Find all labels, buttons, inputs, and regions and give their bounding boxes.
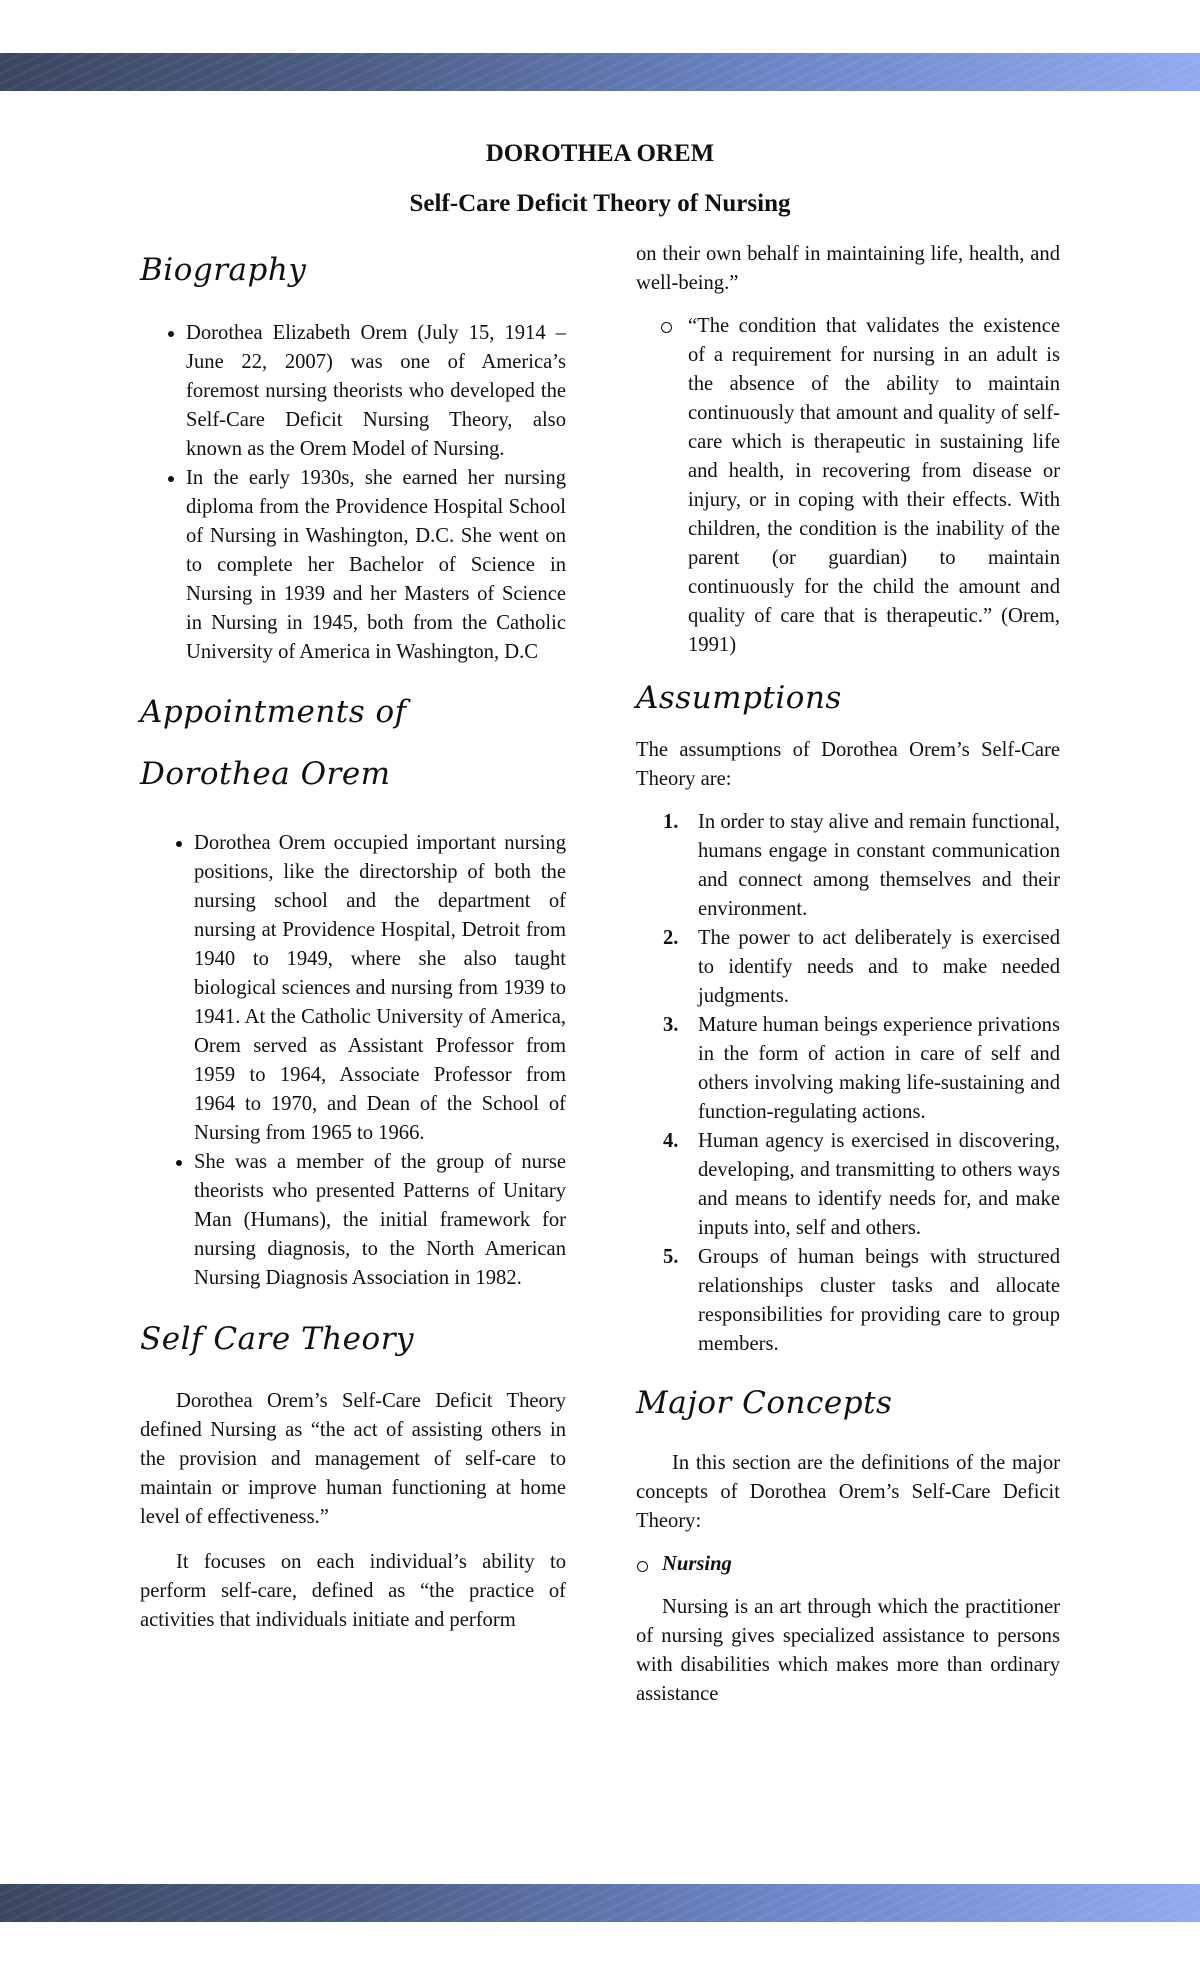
appointments-heading: Appointments of Dorothea Orem	[140, 694, 407, 792]
assumption-item	[663, 1127, 1060, 1243]
left-column	[140, 240, 566, 1635]
right-column	[636, 240, 1060, 1709]
page-title: DOROTHEA OREM	[485, 140, 715, 167]
assumption-number: 4.	[663, 1130, 679, 1152]
self-care-paragraph-2: It focuses on each individual’s ability to perform self-care, defined as “the practice of activities that individuals initiate and perform	[140, 1551, 566, 1631]
assumption-text: Groups of human beings with structured relationships cluster tasks and allocate responsibilities for providing care to group members.	[698, 1246, 1060, 1355]
biography-heading: Biography	[140, 252, 307, 288]
bottom-decorative-band	[0, 1884, 1200, 1922]
major-concepts-intro: In this section are the definitions of the major concepts of Dorothea Orem’s Self-Care Deficit Theory:	[636, 1452, 1060, 1532]
self-care-paragraph-1: Dorothea Orem’s Self-Care Deficit Theory defined Nursing as “the act of assisting others in the provision and management of self-care to maintain or improve human functioning at home level of effectiveness.”	[140, 1390, 566, 1528]
assumptions-heading: Assumptions	[636, 680, 842, 716]
appointments-item: • She was a member of the group of nurse theorists who presented Patterns of Unitary Man (Humans), the initial framework for nursing diagnosis, to the North American Nursing Diagnosis Association in 1982.	[194, 1148, 566, 1293]
appointments-item: • Dorothea Orem occupied important nursing positions, like the directorship of both the nursing school and the department of nursing at Providence Hospital, Detroit from 1940 to 1949, where she also taught biological sciences and nursing from 1939 to 1941. At the Catholic University of America, Orem served as Assistant Professor from 1959 to 1964, Associate Professor from 1964 to 1970, and Dean of the School of Nursing from 1965 to 1966.	[194, 829, 566, 1148]
concept-nursing-text: Nursing is an art through which the practitioner of nursing gives specialized assistance to persons with disabilities which makes more than ordinary assistance	[636, 1596, 1060, 1705]
assumption-number: 5.	[663, 1246, 679, 1268]
assumption-text: Human agency is exercised in discovering, developing, and transmitting to others ways and means to identify needs for, and make inputs into, self and others.	[698, 1130, 1060, 1239]
biography-list	[140, 319, 566, 667]
self-care-quote: “The condition that validates the existence of a requirement for nursing in an adult is the absence of the ability to maintain continuously that amount and quality of self-care which is therapeutic in sustaining life and health, in recovering from disease or injury, or in coping with their effects. With children, the condition is the inability of the parent (or guardian) to maintain continuously for the child the amount and quality of care that is therapeutic.” (Orem, 1991)	[688, 312, 1060, 660]
appointments-list	[140, 829, 566, 1293]
self-care-heading: Self Care Theory	[140, 1321, 415, 1357]
page-subtitle: Self-Care Deficit Theory of Nursing	[409, 190, 791, 217]
top-decorative-band	[0, 53, 1200, 91]
major-concepts-heading: Major Concepts	[636, 1385, 893, 1421]
concept-nursing-label: Nursing	[636, 1550, 1060, 1579]
assumption-text: Mature human beings experience privations in the form of action in care of self and others involving making life-sustaining and function-regulating actions.	[698, 1014, 1060, 1123]
assumption-item	[663, 924, 1060, 1011]
assumption-item	[663, 808, 1060, 924]
assumption-number: 2.	[663, 927, 679, 949]
self-care-paragraph-2-continued: on their own behalf in maintaining life, health, and well-being.”	[636, 243, 1060, 294]
assumption-item	[663, 1011, 1060, 1127]
biography-item: • Dorothea Elizabeth Orem (July 15, 1914 – June 22, 2007) was one of America’s foremost nursing theorists who developed the Self-Care Deficit Nursing Theory, also known as the Orem Model of Nursing.	[186, 319, 566, 464]
assumption-text: The power to act deliberately is exercised to identify needs and to make needed judgments.	[698, 927, 1060, 1007]
self-care-quote-list	[636, 312, 1060, 660]
assumptions-intro: The assumptions of Dorothea Orem’s Self-Care Theory are:	[636, 739, 1060, 790]
assumption-item	[663, 1243, 1060, 1359]
assumption-number: 3.	[663, 1014, 679, 1036]
assumption-text: In order to stay alive and remain functional, humans engage in constant communication and connect among themselves and their environment.	[698, 811, 1060, 920]
biography-item: • In the early 1930s, she earned her nursing diploma from the Providence Hospital School of Nursing in Washington, D.C. She went on to complete her Bachelor of Science in Nursing in 1939 and her Masters of Science in Nursing in 1945, both from the Catholic University of America in Washington, D.C	[186, 464, 566, 667]
assumption-number: 1.	[663, 811, 679, 833]
assumptions-list	[636, 808, 1060, 1359]
